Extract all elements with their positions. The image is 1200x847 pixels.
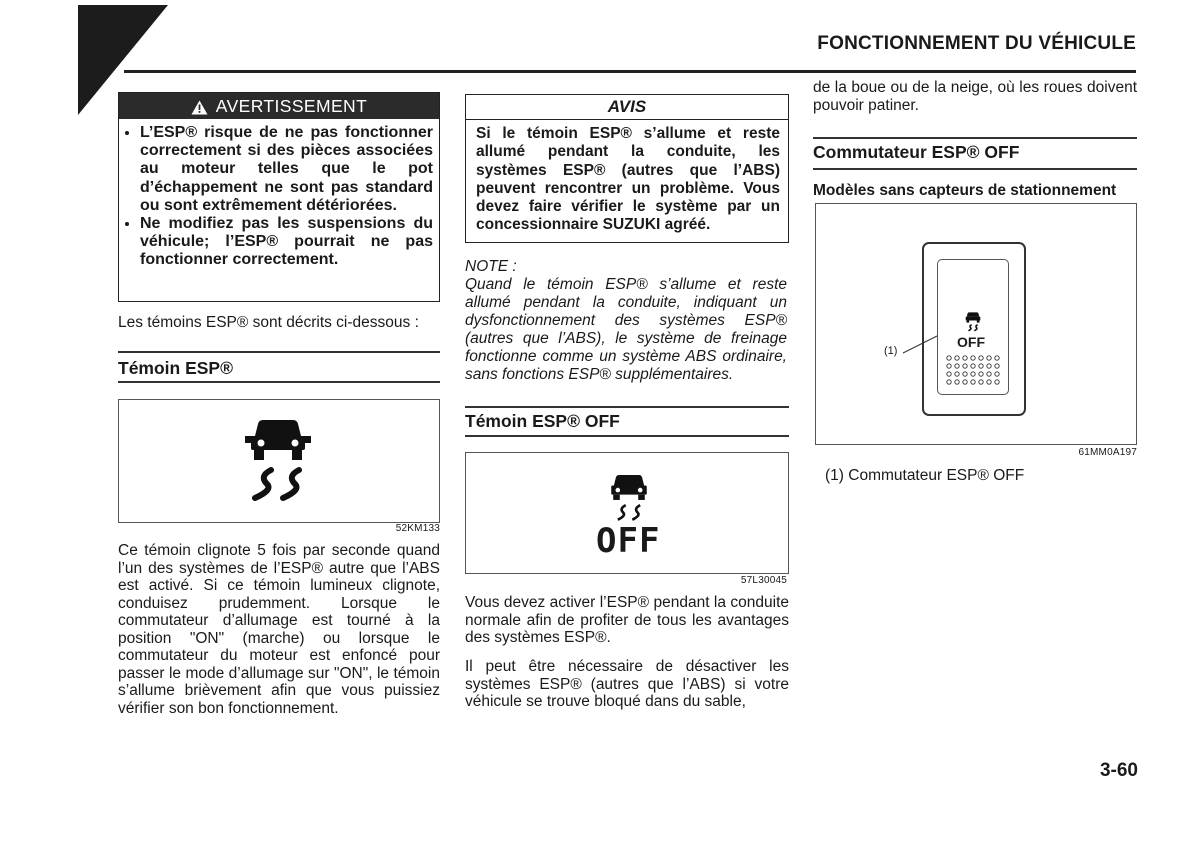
warning-header xyxy=(119,93,439,119)
rule xyxy=(813,137,1137,139)
rule xyxy=(465,435,789,437)
esp-off-icon xyxy=(604,471,654,521)
warning-item: • Ne modifiez pas les suspensions du véhicule; l’ESP® pourrait ne pas fonctionner correctement. xyxy=(140,215,433,270)
intro-text: Les témoins ESP® sont décrits ci-dessous : xyxy=(118,314,419,331)
note-text: Quand le témoin ESP® s’allume et reste allumé pendant la conduite, indiquant un dysfonctionnement des systèmes ESP® (autres que l’ABS), le système de freinage fonctionne comme un système ABS ordinaire, sans fonctions ESP® supplémentaires. xyxy=(465,276,787,383)
off-label: OFF xyxy=(596,521,661,561)
figure-esp-off-switch xyxy=(815,203,1137,445)
figure-code: 52KM133 xyxy=(395,523,440,534)
notice-title: AVIS xyxy=(466,95,788,120)
figure-code: 61MM0A197 xyxy=(1078,447,1137,458)
header-rule xyxy=(124,70,1136,73)
page-number: 3-60 xyxy=(1099,760,1138,781)
warning-triangle-icon xyxy=(191,100,208,115)
callout-label: (1) xyxy=(884,345,898,357)
body-text: Ce témoin clignote 5 fois par seconde quand l’un des systèmes de l’ESP® autre que l’ABS est activé. Si ce témoin lumineux clignote, conduisez prudemment. Lorsque le commutateur d’allumage est tourné à la position "ON" (marche) ou lorsque le commutateur du moteur est enfoncé pour passer le mode d’allumage sur "ON", le témoin s’allume brièvement afin que vous puissiez vérifier son bon fonctionnement. xyxy=(118,542,440,717)
subheading: Modèles sans capteurs de stationnement xyxy=(813,182,1117,199)
switch-grille xyxy=(945,354,1005,390)
notice-box xyxy=(465,94,789,243)
note-label: NOTE : xyxy=(465,258,517,275)
figure-esp-indicator xyxy=(118,399,440,523)
section-title: FONCTIONNEMENT DU VÉHICULE xyxy=(817,33,1136,54)
figure-esp-off-indicator xyxy=(465,452,789,574)
heading-esp-off-indicator: Témoin ESP® OFF xyxy=(465,411,620,431)
warning-title: AVERTISSEMENT xyxy=(215,96,368,116)
switch-skid-icon xyxy=(963,310,983,332)
figure-code: 57L30045 xyxy=(740,575,787,586)
body-text: Il peut être nécessaire de désactiver les systèmes ESP® (autres que l’ABS) si votre véhicule se trouve bloqué dans du sable, xyxy=(465,658,789,710)
esp-skid-icon xyxy=(241,414,315,506)
figure-caption: (1) Commutateur ESP® OFF xyxy=(825,467,1025,484)
warning-box xyxy=(118,92,440,302)
rule xyxy=(118,351,440,353)
continued-text: de la boue ou de la neige, où les roues doivent pouvoir patiner. xyxy=(813,79,1137,114)
body-text: Vous devez activer l’ESP® pendant la conduite normale afin de profiter de tous les avantages des systèmes ESP®. xyxy=(465,594,789,646)
callout-leader-line xyxy=(902,334,938,356)
switch-off-label: OFF xyxy=(957,334,985,350)
rule xyxy=(118,381,440,383)
heading-esp-indicator: Témoin ESP® xyxy=(118,358,233,378)
rule xyxy=(813,168,1137,170)
notice-text: Si le témoin ESP® s’allume et reste allumé pendant la conduite, les systèmes ESP® (autres que l’ABS) peuvent rencontrer un problème. Vous devez faire vérifier le système par un concessionnaire SUZUKI agréé. xyxy=(476,125,780,234)
warning-item: • L’ESP® risque de ne pas fonctionner correctement si des pièces associées au moteur telles que le pot d’échappement ne sont pas standard ou sont extrêmement détériorées. xyxy=(140,124,433,215)
heading-esp-off-switch: Commutateur ESP® OFF xyxy=(813,142,1020,162)
rule xyxy=(465,406,789,408)
